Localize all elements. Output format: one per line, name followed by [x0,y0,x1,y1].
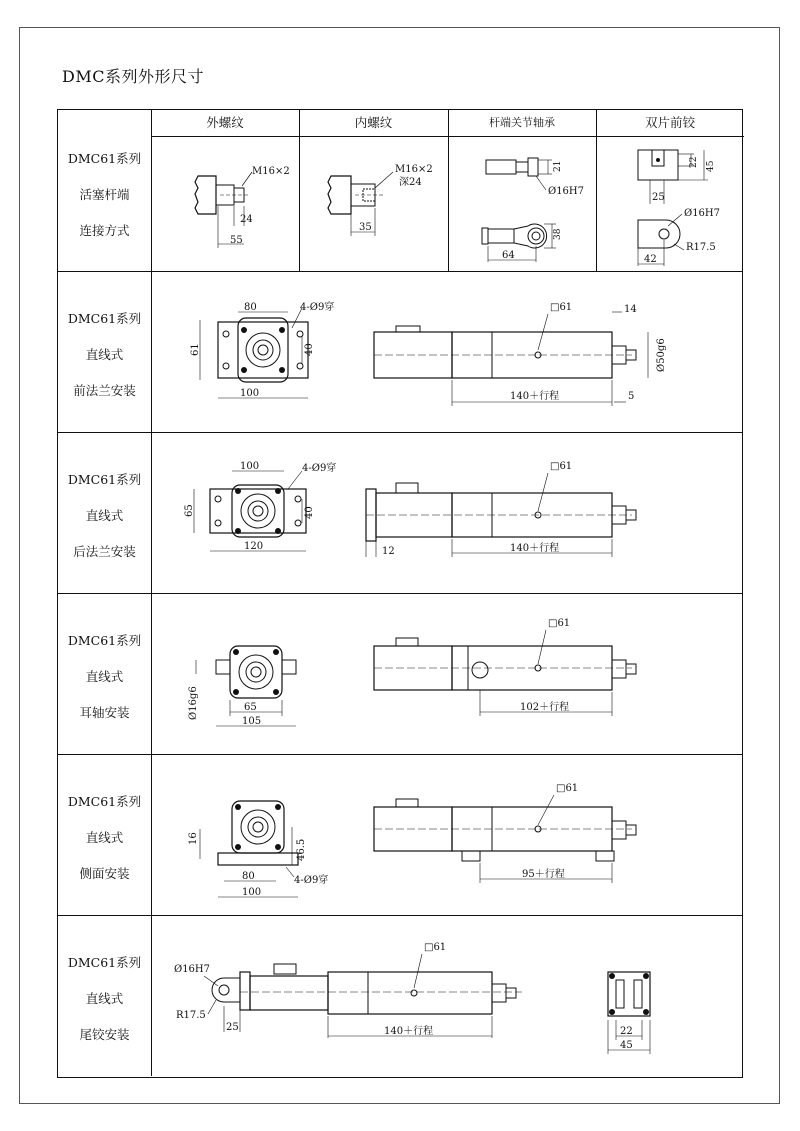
tail-d25: 25 [226,1022,239,1033]
int-thread-depth: 深24 [399,177,422,188]
rod-bearing-d3: 64 [502,250,515,261]
front-flange-holes: 4-Ø9穿 [300,302,335,313]
rear-flange-holes: 4-Ø9穿 [302,463,337,474]
row-label-side-mount: DMC61系列 直线式 侧面安装 [67,794,142,881]
front-flange-h1: 61 [190,343,201,356]
ext-thread-d1: 24 [240,214,253,225]
front-flange-square: □61 [550,302,573,313]
row-label-trunnion: DMC61系列 直线式 耳轴安装 [67,633,142,720]
header-ext-thread: 外螺纹 [206,115,244,130]
int-thread-size: M16×2 [395,164,433,175]
row-label-rear-flange: DMC61系列 直线式 后法兰安装 [67,472,142,559]
rear-flange-h2: 40 [304,506,315,519]
side-h1: 16 [188,832,199,845]
front-flange-stroke: 140＋行程 [510,391,560,402]
clevis-d1: 22 [689,156,699,168]
header-rod-bearing: 杆端关节轴承 [489,116,555,129]
clevis-d3: 25 [652,192,665,203]
tail-stroke: 140＋行程 [384,1026,434,1037]
trunnion-drawing [152,594,742,752]
tail-radius: R17.5 [176,1010,206,1021]
tail-d22: 22 [620,1026,633,1037]
side-mount-drawing [152,755,742,913]
clevis-radius: R17.5 [686,242,716,253]
rear-flange-h1: 65 [184,504,195,517]
trunnion-dia: Ø16g6 [188,686,199,720]
clevis-drawing [596,136,743,270]
front-flange-w: 80 [244,302,257,313]
tail-clevis-drawing [152,916,742,1074]
trunnion-square: □61 [548,618,571,629]
row-label-tail-clevis: DMC61系列 直线式 尾铰安装 [67,955,142,1042]
clevis-d4: 42 [644,254,657,265]
rod-bearing-d1: 21 [553,160,563,172]
front-flange-w2: 100 [240,388,260,399]
rear-flange-d12: 12 [382,546,395,557]
trunnion-w1: 65 [244,702,257,713]
front-flange-d5: 5 [628,391,635,402]
rod-bearing-bore: Ø16H7 [548,186,585,197]
ext-thread-drawing [150,136,298,270]
front-flange-drawing [152,272,742,430]
front-flange-d14: 14 [624,304,637,315]
trunnion-stroke: 102＋行程 [520,702,570,713]
rear-flange-w: 100 [240,461,260,472]
row-label-rod-end: DMC61系列 活塞杆端 连接方式 [67,151,142,238]
rear-flange-stroke: 140＋行程 [510,543,560,554]
trunnion-w2: 105 [242,716,262,727]
row-label-front-flange: DMC61系列 直线式 前法兰安装 [67,311,142,398]
ext-thread-d2: 55 [230,235,243,246]
ext-thread-size: M16×2 [252,166,290,177]
rear-flange-drawing [152,433,742,591]
side-stroke: 95＋行程 [522,869,565,880]
clevis-d2: 45 [706,160,716,172]
header-clevis: 双片前铰 [644,115,695,130]
page-title: DMC系列外形尺寸 [62,67,204,86]
tail-d45: 45 [620,1040,633,1051]
rear-flange-square: □61 [550,461,573,472]
tail-square: □61 [424,942,447,953]
side-square: □61 [556,783,579,794]
front-flange-h2: 40 [304,343,315,356]
rod-bearing-drawing [448,136,596,270]
front-flange-dia: Ø50g6 [656,338,667,372]
rod-bearing-d2: 38 [553,228,563,240]
rear-flange-w2: 120 [244,541,264,552]
tail-bore: Ø16H7 [174,964,211,975]
clevis-bore: Ø16H7 [684,208,721,219]
header-int-thread: 内螺纹 [354,115,393,130]
side-w2: 100 [242,887,262,898]
side-w1: 80 [242,871,255,882]
side-h2: 46.5 [296,838,307,861]
side-holes: 4-Ø9穿 [294,875,329,886]
int-thread-drawing [299,136,447,270]
int-thread-d1: 35 [359,222,372,233]
